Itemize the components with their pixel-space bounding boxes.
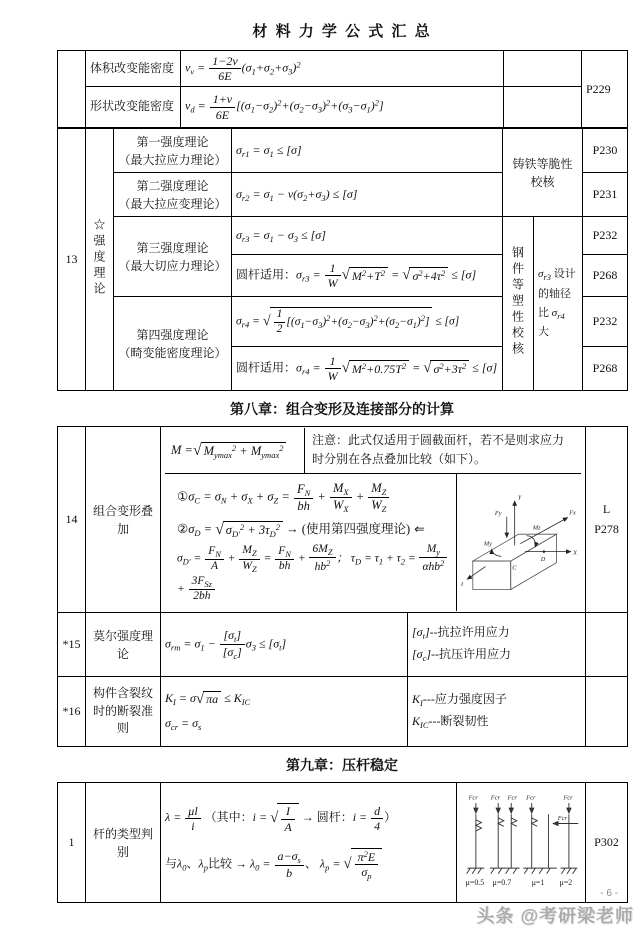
formula-cell (161, 783, 457, 903)
legend-line: $[\sigma_c]--$抗压许用应力 (412, 647, 512, 663)
page-number: - 6 - (600, 888, 618, 899)
formula-cell: $\sigma_{r3} = \sigma_1 - \sigma_3 \le [\sigma]$ (232, 217, 503, 255)
fcr-label: Fcr (507, 794, 517, 802)
my-label: My (483, 540, 492, 548)
point-d-label: D (540, 556, 546, 564)
page-ref-cell: P231 (583, 173, 628, 217)
label-cell: 形状改变能密度 (86, 87, 181, 128)
theory-subname: （最大切应力理论） (118, 258, 227, 273)
combined-deformation-table (57, 426, 628, 747)
formula-cell (161, 677, 408, 747)
y-axis-label: Y (517, 494, 522, 502)
page-ref-cell: P232 (583, 217, 628, 255)
fcr-label: Fcr (468, 794, 478, 802)
row14-top-strip (165, 428, 581, 474)
page-ref-cell: P232 (583, 297, 628, 347)
theory-name-cell (114, 129, 232, 173)
formula-line: $\sigma_{cr} = \sigma_s$ (165, 716, 202, 733)
formula-line: $K_I = \sigma$ √ πa ≤ $K_{IC}$ (165, 690, 251, 707)
empty-cell (504, 87, 582, 128)
content-cell (161, 427, 586, 613)
fcr-label: Fcr (490, 794, 501, 802)
chapter-9-heading: 第九章：压杆稳定 (286, 757, 398, 773)
label-cell: 体积改变能密度 (86, 51, 181, 87)
label-cell: 莫尔强度理论 (86, 613, 161, 677)
check-note-cell (503, 217, 534, 391)
formula-cell: $\sigma_{rm} = \sigma_1$ − $\frac{[\sigma_t]}{[\sigma_c]}$ $\sigma_3 \le [\sigma_t]$ (161, 613, 408, 677)
formula-cell: $v_v$ = $\frac{1-2\nu}{6E}$ $(\sigma_1+\sigma_2+\sigma_3)^2$ (181, 51, 504, 87)
mu-label: μ=0.7 (492, 877, 512, 887)
legend-line: $K_I---$应力强度因子 (412, 691, 507, 708)
formula-cell: $\sigma_{r4}$ = √ $\frac{1}{2}$ $[(\sigma_1-\sigma_3)^2+(\sigma_2-\sigma_3)^2+(\sigma_2-\sigma_1)^2]$ ≤ [σ] (232, 297, 503, 347)
theory-subname: （畸变能密度理论） (118, 345, 227, 360)
ground-hatching (467, 868, 578, 874)
theory-name-cell (114, 173, 232, 217)
fcr-label: Fcr (526, 794, 536, 802)
page-ref-cell (586, 427, 628, 613)
formula-cell: $\sigma_{r2} = \sigma_1 - \nu(\sigma_2+\sigma_3) \le [\sigma]$ (232, 173, 503, 217)
mu-label: μ=1 (531, 877, 545, 887)
legend-cell (408, 613, 586, 677)
formula-line: $\sigma_{D'}$ = $\frac{F_N}{A}$ + $\frac{M_Z}{W_Z}$ = $\frac{F_N}{bh}$ + $\frac{6M_Z}{hb^2}$ ； $\tau_D = \tau_1 + \tau_2$ = $M_y$ αhb$^2$ + $3F_{Sz}$ 2bh (171, 543, 450, 604)
buckling-table (57, 782, 628, 903)
theory-name: 第二强度理论 (136, 178, 209, 193)
legend-line: $K_{IC}---$断裂韧性 (412, 714, 489, 730)
theory-name: 第一强度理论 (136, 134, 209, 149)
energy-density-table (57, 50, 628, 128)
mu-label: μ=2 (559, 877, 573, 887)
mz-label: Mz (532, 524, 541, 532)
formula-sheet (57, 0, 627, 903)
fy-label: Fy (494, 510, 502, 518)
row-number-cell: 14 (58, 427, 86, 613)
beam-diagram-cell (457, 474, 581, 611)
page-ref-cell: P268 (583, 347, 628, 391)
fcr-label: Fcr (557, 814, 568, 822)
label-cell: 组合变形叠加 (86, 427, 161, 613)
formula-cell: $v_d$ = $\frac{1+\nu}{6E}$ $[(\sigma_1-\sigma_2)^2+(\sigma_2-\sigma_3)^2+(\sigma_3-\sigma_1)^2]$ (181, 87, 504, 128)
theory-name-cell (114, 297, 232, 391)
x-axis-label: X (573, 549, 577, 557)
strut-diagram (461, 790, 581, 892)
page-ref-cell: P230 (583, 129, 628, 173)
page-ref: P278 (594, 521, 619, 536)
page-ref-cell: P229 (582, 51, 628, 128)
formula-line: $②\sigma_D$ = √ $\sigma_{D'}^2 + 3\tau_D^2$ → (使用第四强度理论) ⇐ (177, 520, 424, 539)
formula-cell: 圆杆适用：$\sigma_{r4}$ = $\frac{1}{W}$ √ $M^2+0.75T^2$ = √ $\sigma^2+3\tau^2$ ≤ [σ] (232, 347, 503, 391)
check-note-cell: 铸铁等脆性校核 (503, 129, 583, 217)
legend-line: $[\sigma_t]--$抗拉许用应力 (412, 624, 510, 641)
check-note: 钢件等塑性校核 (510, 246, 525, 358)
struts (476, 803, 578, 868)
superposition-formulas (165, 474, 457, 611)
beam-diagram (457, 474, 581, 611)
theory-name: 第四强度理论 (136, 327, 209, 342)
formula-cell: $\sigma_{r1} = \sigma_1 \le [\sigma]$ (232, 129, 503, 173)
chapter-8-heading: 第八章：组合变形及连接部分的计算 (230, 401, 454, 417)
force-arrows (467, 501, 570, 579)
theory-name-cell (114, 217, 232, 297)
empty-cell (586, 613, 628, 677)
point-c-label: C (512, 564, 517, 572)
point-d-dot (543, 550, 546, 553)
theory-subname: （最大拉应变理论） (118, 196, 227, 211)
row-number-cell: 1 (58, 783, 86, 903)
strut-diagram-cell (457, 783, 586, 903)
page-ref-cell: P268 (583, 255, 628, 297)
formula-cell: 圆杆适用：$\sigma_{r3}$ = $\frac{1}{W}$ √ $M^2+T^2$ = √ $\sigma^2+4\tau^2$ ≤ [σ] (232, 255, 503, 297)
group-label: ☆强度理论 (92, 218, 106, 298)
design-note-cell: $\sigma_{r3}$ 设计的轴径比 $\sigma_{r4}$ 大 (534, 217, 583, 391)
group-label-cell (86, 129, 114, 391)
formula-line: 与$\lambda_0$、$\lambda_p$比较 → $\lambda_0$ = $\frac{a-\sigma_s}{b}$ 、 $\lambda_p$ = √ $\frac{\pi^2E}{\sigma_p}$ (165, 848, 452, 882)
fcr-labels (467, 794, 573, 821)
strength-theory-table (57, 128, 628, 391)
moment-formula-cell: M = √ $M_{ymax}^2 + M_{ymax}^2$ (165, 428, 305, 473)
watermark: 头条 @考研梁老师 (476, 906, 634, 926)
formula-line: $①\sigma_C = \sigma_N + \sigma_X + \sigma_Z$ = $\frac{F_N}{bh}$ + $\frac{M_X}{W_X}$ + $\frac{M_Z}{W_Z}$ (171, 481, 450, 514)
page-title: 材 料 力 学 公 式 汇 总 (252, 23, 432, 40)
mu-labels (466, 878, 573, 887)
theory-name: 第三强度理论 (136, 240, 209, 255)
fx-label: Fx (569, 509, 576, 517)
mu-label: μ=0.5 (465, 877, 485, 887)
theory-subname: （最大拉应力理论） (118, 152, 227, 167)
legend-cell (408, 677, 586, 747)
row14-bottom-strip (165, 474, 581, 611)
fcr-label: Fcr (563, 794, 573, 802)
formula-line: λ = $\frac{\mu l}{i}$ （其中：i = √ $\frac{I}{A}$ → 圆杆：i = $\frac{d}{4}$ ） (165, 803, 397, 834)
z-axis-label: z (460, 580, 464, 588)
page-ref-cell: P302 (586, 783, 628, 903)
page-ref-l: L (602, 502, 611, 517)
label-cell: 构件含裂纹时的断裂准则 (86, 677, 161, 747)
row-number-cell: 13 (58, 129, 86, 391)
row-number-cell: *16 (58, 677, 86, 747)
empty-cell (504, 51, 582, 87)
diagram-labels (460, 494, 578, 587)
row-number-cell (58, 51, 86, 128)
label-cell: 杆的类型判别 (86, 783, 161, 903)
empty-cell (586, 677, 628, 747)
note-cell: 注意：此式仅适用于圆截面杆，若不是则求应力时分别在各点叠加比较（如下）。 (312, 433, 565, 466)
row-number-cell: *15 (58, 613, 86, 677)
